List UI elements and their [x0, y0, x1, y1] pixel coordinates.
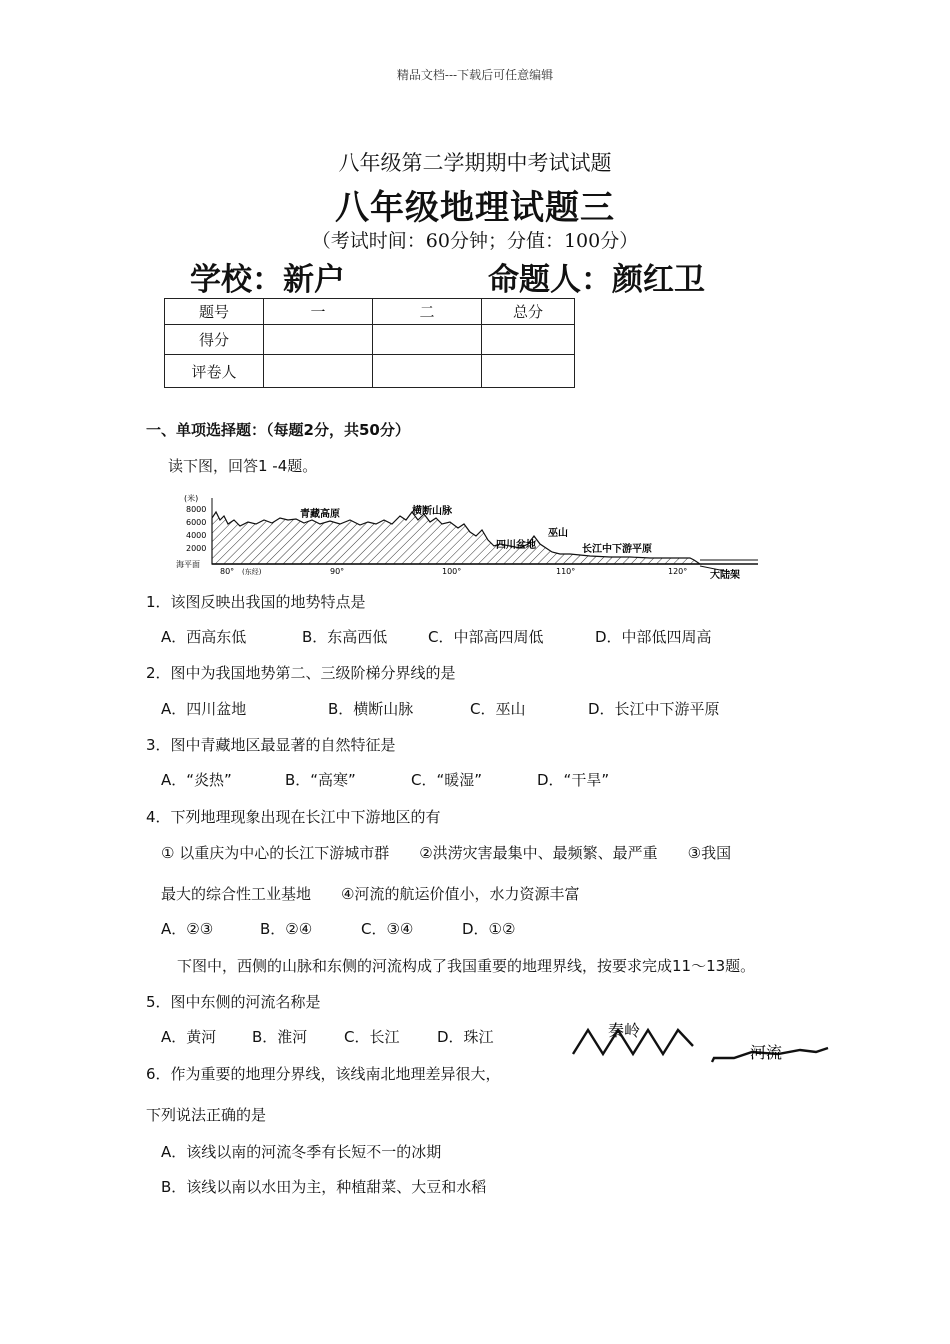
question-stem: 3．图中青藏地区最显著的自然特征是	[146, 736, 396, 754]
option: D．中部低四周高	[595, 628, 712, 646]
terrain-profile-figure	[170, 490, 760, 582]
option: C．③④	[361, 920, 414, 938]
y-tick-label: 8000	[186, 505, 207, 514]
option: A．西高东低	[161, 628, 247, 646]
label-continental-shelf: 大陆架	[710, 570, 740, 581]
label-wushan: 巫山	[548, 528, 568, 539]
score-table-header: 总分	[482, 299, 575, 325]
score-table-cell	[482, 355, 575, 388]
exam-author: 命题人：颜红卫	[488, 262, 705, 298]
y-tick-label: 2000	[186, 544, 207, 553]
label-qinghai-tibet-plateau: 青藏高原	[300, 509, 340, 520]
label-sichuan-basin: 四川盆地	[496, 540, 536, 551]
score-table	[164, 298, 575, 388]
question-statements: 最大的综合性工业基地 ④河流的航运价值小，水力资源丰富	[161, 885, 580, 903]
option: A．该线以南的河流冬季有长短不一的冰期	[161, 1143, 442, 1161]
y-tick-label: 6000	[186, 518, 207, 527]
x-tick-label: 100°	[442, 567, 462, 576]
x-unit-label: (东经)	[242, 568, 262, 576]
question-statements: ① 以重庆为中心的长江下游城市群 ②洪涝灾害最集中、最频繁、最严重 ③我国	[161, 844, 732, 862]
label-hengduan-mountains: 横断山脉	[412, 506, 452, 517]
question-stem: 1．该图反映出我国的地势特点是	[146, 593, 366, 611]
section-heading: 一、单项选择题：（每题2分，共50分）	[146, 421, 410, 439]
score-table-header: 二	[373, 299, 482, 325]
option: B．淮河	[252, 1028, 308, 1046]
score-table-cell	[482, 325, 575, 355]
question-stem: 下列说法正确的是	[146, 1106, 267, 1124]
option: A．四川盆地	[161, 700, 247, 718]
section-intro: 读下图，回答1 -4题。	[168, 457, 318, 475]
y-unit-label: (米)	[184, 494, 199, 503]
score-table-row-label: 得分	[165, 325, 264, 355]
score-table-cell	[264, 355, 373, 388]
qinling-map	[568, 1016, 838, 1068]
y-tick-label: 4000	[186, 531, 207, 540]
score-table-header: 题号	[165, 299, 264, 325]
x-tick-label: 120°	[668, 567, 688, 576]
exam-time-score: （考试时间：60分钟；分值：100分）	[311, 230, 639, 252]
question-stem: 5．图中东侧的河流名称是	[146, 993, 321, 1011]
option: D．“干旱”	[537, 771, 610, 789]
option: C．长江	[344, 1028, 400, 1046]
score-table-row	[165, 325, 575, 355]
option: D．①②	[462, 920, 516, 938]
option: B．“高寒”	[285, 771, 356, 789]
section-intro: 下图中，西侧的山脉和东侧的河流构成了我国重要的地理界线，按要求完成11～13题。	[177, 957, 756, 975]
x-tick-label: 80°	[220, 567, 235, 576]
option: A．②③	[161, 920, 214, 938]
score-table-cell	[264, 325, 373, 355]
score-table-header: 一	[264, 299, 373, 325]
option: B．横断山脉	[328, 700, 414, 718]
x-tick-label: 90°	[330, 567, 345, 576]
question-stem: 4．下列地理现象出现在长江中下游地区的有	[146, 808, 441, 826]
score-table-cell	[373, 325, 482, 355]
option: A．“炎热”	[161, 771, 232, 789]
option: B．东高西低	[302, 628, 388, 646]
option: B．该线以南以水田为主，种植甜菜、大豆和水稻	[161, 1178, 487, 1196]
score-table-cell	[373, 355, 482, 388]
option: A．黄河	[161, 1028, 217, 1046]
river-label: 河流	[750, 1043, 783, 1062]
score-table-header-row	[165, 299, 575, 325]
question-stem: 6．作为重要的地理分界线，该线南北地理差异很大，	[146, 1065, 501, 1083]
page-watermark: 精品文档---下载后可任意编辑	[396, 68, 554, 82]
exam-title: 八年级地理试题三	[335, 188, 615, 228]
sea-level-label: 海平面	[176, 560, 200, 569]
option: C．中部高四周低	[428, 628, 544, 646]
score-table-row	[165, 355, 575, 388]
score-table-row-label: 评卷人	[165, 355, 264, 388]
option: D．长江中下游平原	[588, 700, 720, 718]
option: C．巫山	[470, 700, 526, 718]
option: C．“暖湿”	[411, 771, 483, 789]
mountain-label: 秦岭	[608, 1021, 641, 1040]
exam-subtitle: 八年级第二学期期中考试试题	[338, 151, 612, 175]
x-tick-label: 110°	[556, 567, 576, 576]
option: D．珠江	[437, 1028, 494, 1046]
terrain-profile	[212, 512, 700, 564]
question-stem: 2．图中为我国地势第二、三级阶梯分界线的是	[146, 664, 456, 682]
label-yangtze-plain: 长江中下游平原	[582, 544, 652, 555]
school-name: 学校：新户	[190, 262, 345, 298]
option: B．②④	[260, 920, 313, 938]
